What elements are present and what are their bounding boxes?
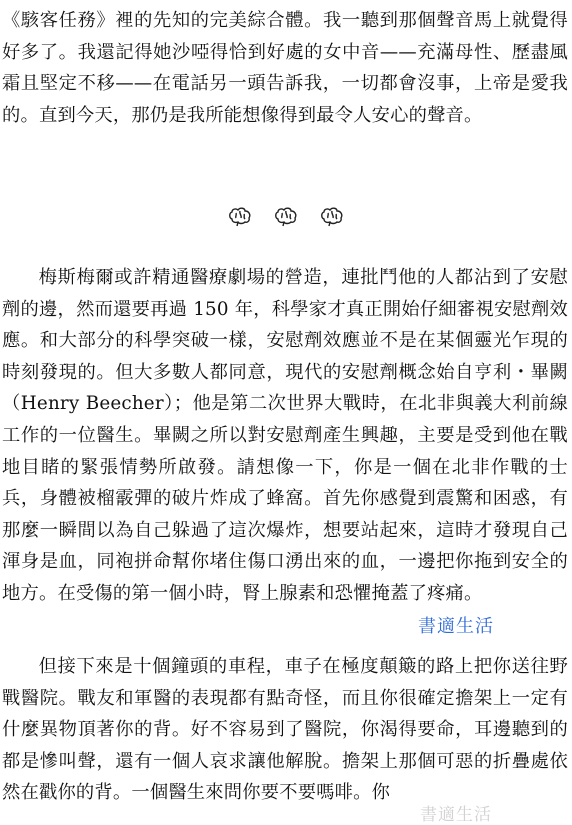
paragraph-beecher: 梅斯梅爾或許精通醫療劇場的營造，連批鬥他的人都沾到了安慰劑的邊，然而還要再過 150 年，科學家才真正開始仔細審視安慰劑效應。和大部分的科學突破一樣，安慰劑效應並不是在某個靈光乍現的時刻發現的。但大多數人都同意，現代的安慰劑概念始自亨利・畢闕（Henry Beecher）；他是第二次世界大戰時，在北非與義大利前線工作的一位醫生。畢闕之所以對安慰劑產生興趣，主要是受到他在戰地目睹的緊張情勢所啟發。請想像一下，你是一個在北非作戰的士兵，身體被榴霰彈的破片炸成了蜂窩。首先你感覺到震驚和困惑，有那麼一瞬間以為自己躲過了這次爆炸，想要站起來，這時才發現自己渾身是血，同袍拼命幫你堵住傷口湧出來的血，一邊把你拖到安全的地方。在受傷的第一個小時，腎上腺素和恐懼掩蓋了疼痛。 (2, 267, 568, 604)
brain-icon (320, 207, 344, 227)
brain-icon (228, 207, 252, 227)
watermark-grey: 書適生活 (420, 805, 492, 825)
paragraph-continuation: 《駭客任務》裡的先知的完美綜合體。我一聽到那個聲音馬上就覺得好多了。我還記得她沙啞得恰到好處的女中音——充滿母性、歷盡風霜且堅定不移——在電話另一頭告訴我，一切都會沒事，上帝是愛我的。直到今天，那仍是我所能想像得到最令人安心的聲音。 (2, 10, 568, 126)
section-divider (0, 202, 572, 232)
brain-icon (274, 207, 298, 227)
watermark-blue: 書適生活 (418, 616, 494, 637)
paragraph-field-hospital: 但接下來是十個鐘頭的車程，車子在極度顛簸的路上把你送往野戰醫院。戰友和軍醫的表現都有點奇怪，而且你很確定擔架上一定有什麼異物頂著你的背。好不容易到了醫院，你渴得要命，耳邊聽到的都是慘叫聲，還有一個人哀求讓他解脫。擔架上那個可惡的折疊處依然在戳你的背。一個醫生來問你要不要嗎啡。你 (2, 656, 568, 804)
